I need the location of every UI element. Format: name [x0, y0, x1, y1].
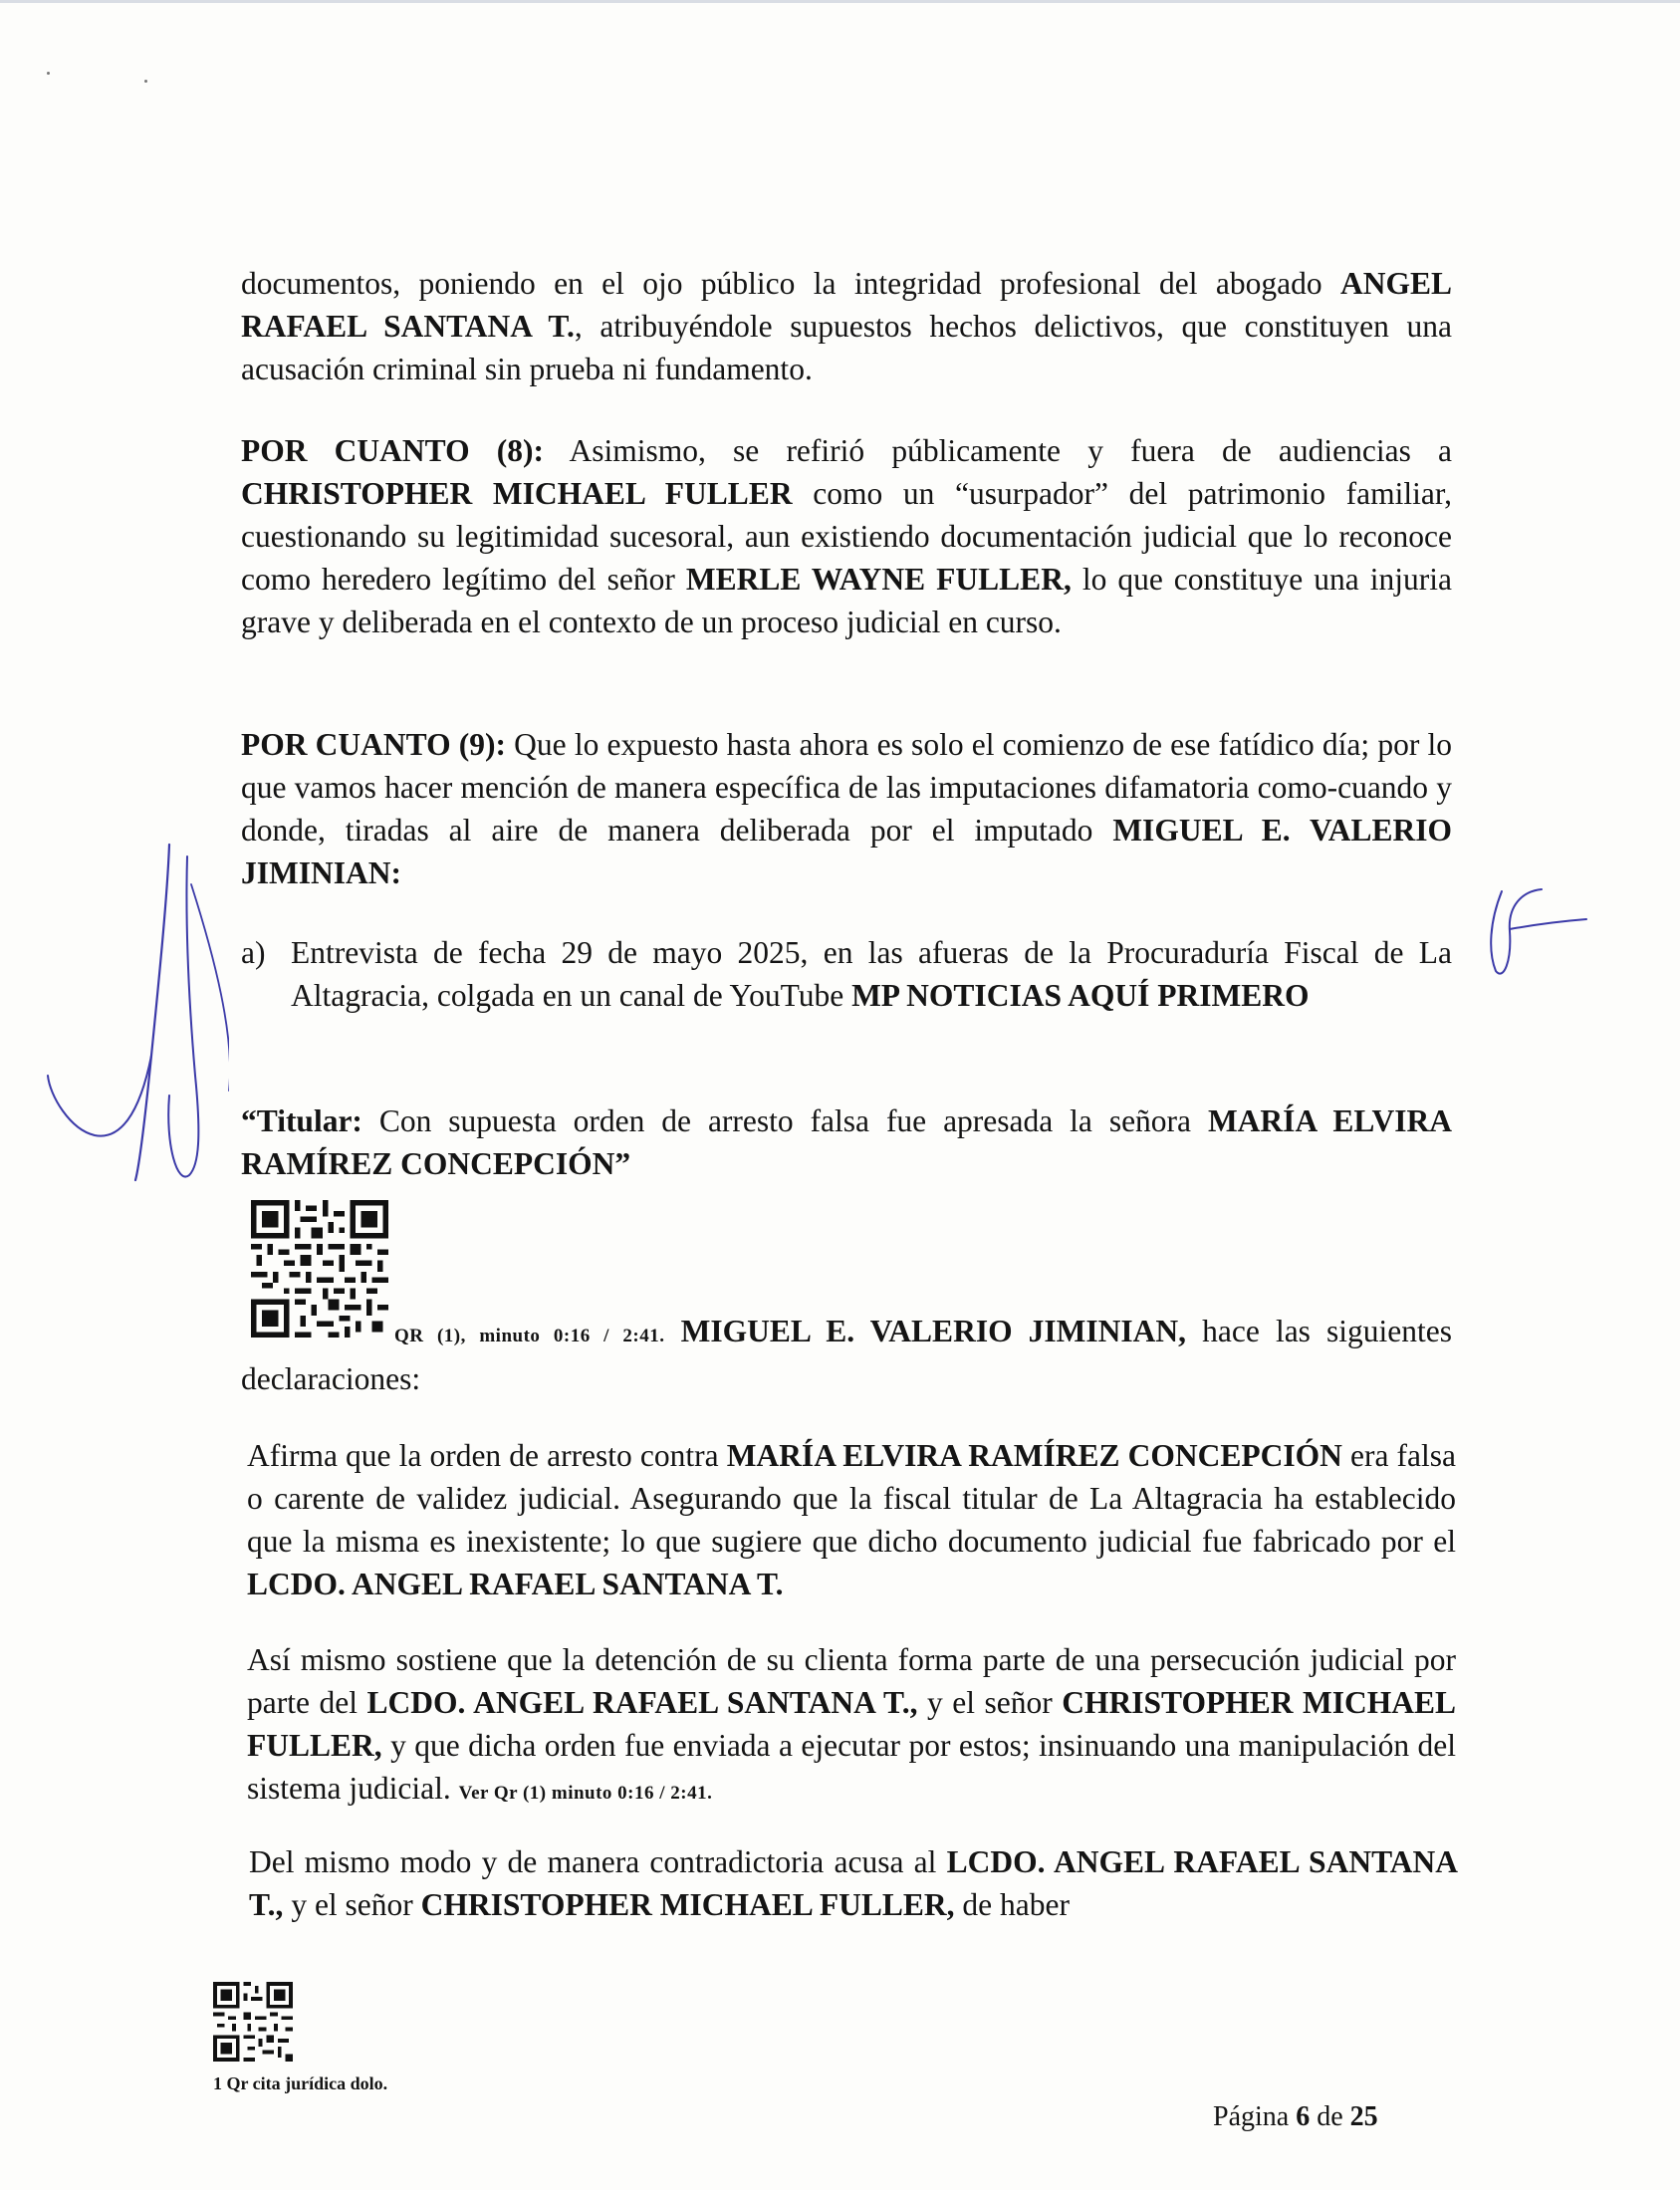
bold-name: MARÍA ELVIRA RAMÍREZ CONCEPCIÓN: [726, 1438, 1342, 1473]
text-run: Asimismo, se refirió públicamente y fuera de audiencias a: [544, 433, 1452, 468]
page-number: [1213, 2101, 1378, 2133]
bold-name: MERLE WAYNE FULLER,: [685, 562, 1072, 597]
text-run: hace las siguientes declaraciones:: [241, 1314, 1453, 1396]
text-run: como un “usurpador” del patrimonio familiar, cuestionando su legitimidad sucesoral, aun existiendo documentación judicial que lo reconoce como heredero legítimo del señor: [241, 476, 1452, 597]
bold-name: MIGUEL E. VALERIO JIMINIAN:: [241, 813, 1452, 890]
text-run: Afirma que la orden de arresto contra: [247, 1438, 727, 1473]
text-run: lo que constituye una injuria grave y deliberada en el contexto de un proceso judicial en curso.: [241, 562, 1452, 639]
text-run: y el señor: [917, 1685, 1063, 1720]
paragraph-afirma: [247, 1434, 1456, 1605]
page-current: 6: [1296, 2101, 1311, 2132]
text-run: era falsa o carente de validez judicial. Asegurando que la fiscal titular de La Altagracia ha establecido que la misma es inexistente; lo que sugiere que dicho documento judicial fue fabricado por el: [247, 1438, 1456, 1559]
titular-label: “Titular:: [241, 1103, 362, 1138]
footnote: 1 Qr cita jurídica dolo.: [213, 2073, 388, 2093]
scan-speck: [144, 80, 147, 83]
text-run: documentos, poniendo en el ojo público la integridad profesional del abogado: [241, 266, 1340, 301]
bold-name: ANGEL RAFAEL SANTANA T.: [241, 266, 1452, 344]
bold-name: CHRISTOPHER MICHAEL FULLER,: [420, 1887, 955, 1922]
paragraph-continuation: [241, 262, 1452, 390]
qr-reference: Ver Qr (1) minuto 0:16 / 2:41.: [458, 1783, 713, 1804]
clause-heading: POR CUANTO (9):: [241, 727, 506, 762]
bold-name: LCDO. ANGEL RAFAEL SANTANA T.,: [249, 1844, 1458, 1922]
text-run: Con supuesta orden de arresto falsa fue apresada la señora: [361, 1103, 1208, 1138]
text-run: Del mismo modo y de manera contradictoria acusa al: [249, 1844, 947, 1879]
text-run: Así mismo sostiene que la detención de su clienta forma parte de una persecución judicial por parte del: [247, 1642, 1456, 1720]
handwritten-signature-left: [40, 837, 229, 1195]
text-run: , atribuyéndole supuestos hechos delictivos, que constituyen una acusación criminal sin prueba ni fundamento.: [241, 309, 1452, 386]
page-total: 25: [1349, 2101, 1378, 2132]
list-item-a: [241, 931, 1452, 1017]
scan-speck: [47, 72, 50, 75]
paragraph-por-cuanto-9: [241, 723, 1452, 894]
list-marker: a): [241, 935, 266, 970]
text-run: de haber: [954, 1887, 1070, 1922]
bold-name: MARÍA ELVIRA RAMÍREZ CONCEPCIÓN”: [241, 1103, 1452, 1181]
bold-name: LCDO. ANGEL RAFAEL SANTANA T.: [247, 1567, 784, 1601]
page-separator: de: [1310, 2101, 1350, 2132]
footnote-qr-icon[interactable]: [213, 1982, 293, 2062]
text-run: y el señor: [283, 1887, 421, 1922]
text-run: Entrevista de fecha 29 de mayo 2025, en las afueras de la Procuraduría Fiscal de La Altagracia, colgada en un canal de YouTube: [291, 935, 1452, 1013]
bold-name: MP NOTICIAS AQUÍ PRIMERO: [851, 978, 1310, 1013]
text-run: y que dicha orden fue enviada a ejecutar por estos; insinuando una manipulación del sistema judicial.: [247, 1728, 1456, 1806]
qr-reference-line: [241, 1310, 1452, 1400]
handwritten-initials-right: [1482, 881, 1591, 991]
paragraph-por-cuanto-8: [241, 429, 1452, 643]
bold-name: MIGUEL E. VALERIO JIMINIAN,: [664, 1314, 1187, 1348]
bold-name: CHRISTOPHER MICHAEL FULLER,: [247, 1685, 1457, 1763]
qr-reference: QR (1), minuto 0:16 / 2:41.: [394, 1326, 665, 1346]
text-run: Que lo expuesto hasta ahora es solo el comienzo de ese fatídico día; por lo que vamos hacer mención de manera específica de las imputaciones difamatoria como-cuando y donde, tiradas al aire de manera deliberada por el imputado: [241, 727, 1452, 848]
bold-name: CHRISTOPHER MICHAEL FULLER: [241, 476, 793, 511]
scan-top-edge: [0, 0, 1680, 3]
page-label: Página: [1213, 2101, 1297, 2132]
bold-name: LCDO. ANGEL RAFAEL SANTANA T.,: [366, 1685, 918, 1720]
paragraph-del-mismo-modo: [249, 1840, 1458, 1926]
paragraph-asi-mismo: [247, 1638, 1456, 1815]
paragraph-titular: [241, 1099, 1452, 1185]
clause-heading: POR CUANTO (8):: [241, 433, 545, 468]
list-item-content: [291, 931, 1452, 1017]
